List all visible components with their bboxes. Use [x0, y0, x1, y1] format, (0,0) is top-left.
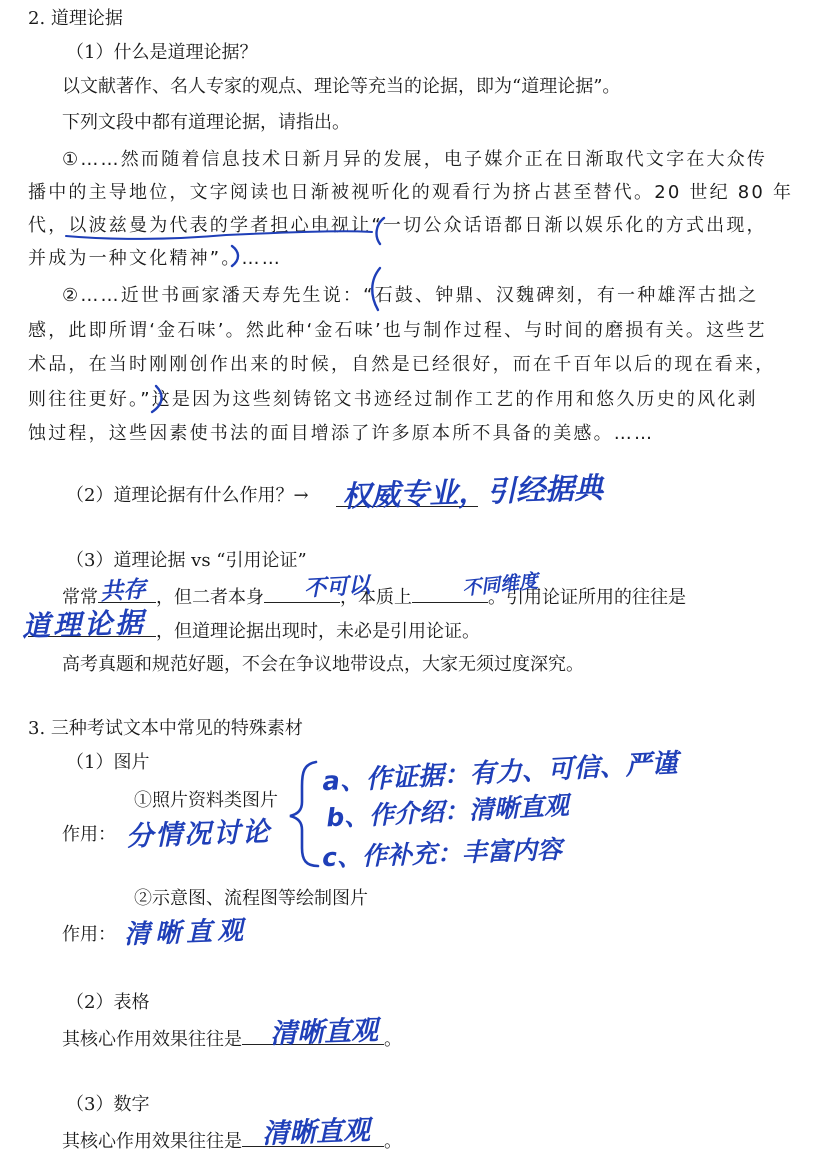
q3-text: 常常 [62, 587, 98, 608]
passage-2-line: ②……近世书画家潘天寿先生说：“石鼓、钟鼎、汉魏碑刻，有一种雄浑古拙之 [62, 285, 759, 306]
hw-table-answer: 清晰直观 [269, 1015, 379, 1050]
q3-text: ，但道理论据出现时，未必是引用论证。 [156, 621, 480, 642]
prompt-text: 下列文段中都有道理论据，请指出。 [62, 112, 350, 133]
passage-1-line: 并成为一种文化精神”。…… [28, 248, 282, 269]
q2-handwritten-answer: 权威专业，引经据典 [341, 470, 604, 514]
hw-note-a: a、作证据：有力、可信、严谨 [321, 748, 679, 798]
q1-label: （1）什么是道理论据？ [66, 42, 258, 63]
images-label: （1）图片 [66, 752, 150, 773]
hw-note-b: b、作介绍：清晰直观 [325, 790, 570, 833]
diagram-label: ②示意图、流程图等绘制图片 [134, 888, 368, 909]
passage-2-line: 蚀过程，这些因素使书法的面目增添了许多原本所不具备的美感。…… [28, 423, 655, 444]
q2-label: （2）道理论据有什么作用？→ [66, 485, 309, 506]
hw-coexist: 共存 [99, 576, 148, 606]
hw-different: 不可以 [303, 573, 371, 602]
hw-photo-use: 分情况讨论 [125, 816, 272, 853]
q3-label: （3）道理论据 vs “引用论证” [66, 550, 307, 571]
hw-basis: 道理论据 [21, 605, 147, 644]
q3-text: ，但二者本身 [156, 587, 264, 608]
passage-2-line: 术品，在当时刚刚创作出来的时候，自然是已经很好，而在千百年以后的现在看来， [28, 354, 776, 375]
note-text: 高考真题和规范好题，不会在争议地带设点，大家无须过度深究。 [62, 654, 584, 675]
section-3-heading: 3. 三种考试文本中常见的特殊素材 [28, 718, 303, 739]
numbers-label: （3）数字 [66, 1094, 150, 1115]
hw-diagram-use: 清晰直观 [123, 915, 249, 951]
passage-2-line: 则往往更好。”这是因为这些刻铸铭文书迹经过制作工艺的作用和悠久历史的风化剥 [28, 389, 758, 410]
section-2-heading: 2. 道理论据 [28, 8, 123, 29]
photo-label: ①照片资料类图片 [134, 790, 278, 811]
core-text: 其核心作用效果往往是 [62, 1029, 242, 1050]
end-mark: 。 [384, 1131, 402, 1152]
passage-1-line: 播中的主导地位，文字阅读也日渐被视听化的观看行为挤占甚至替代。20 世纪 80 年 [28, 182, 794, 203]
passage-1-line: ①……然而随着信息技术日新月异的发展，电子媒介正在日渐取代文字在大众传 [62, 149, 768, 170]
hw-numbers-answer: 清晰直观 [261, 1115, 371, 1150]
q3-text: ，本质上 [340, 587, 412, 608]
definition-text: 以文献著作、名人专家的观点、理论等充当的论据，即为“道理论据”。 [62, 76, 621, 97]
passage-2-line: 感，此即所谓‘金石味’。然此种‘金石味’也与制作过程、与时间的磨损有关。这些艺 [28, 320, 767, 341]
q3-text: 。引用论证所用的往往是 [488, 587, 686, 608]
use-label: 作用： [62, 824, 116, 845]
core-text: 其核心作用效果往往是 [62, 1131, 242, 1152]
hw-nature: 不同维度 [461, 570, 540, 600]
end-mark: 。 [384, 1029, 402, 1050]
hw-note-c: c、作补充：丰富内容 [321, 834, 563, 873]
table-label: （2）表格 [66, 992, 150, 1013]
passage-1-line: 代，以波兹曼为代表的学者担心电视让“一切公众话语都日渐以娱乐化的方式出现， [28, 215, 767, 236]
q3-line-1 [62, 582, 686, 611]
curly-brace-mark [286, 758, 326, 870]
use-label: 作用： [62, 924, 116, 945]
